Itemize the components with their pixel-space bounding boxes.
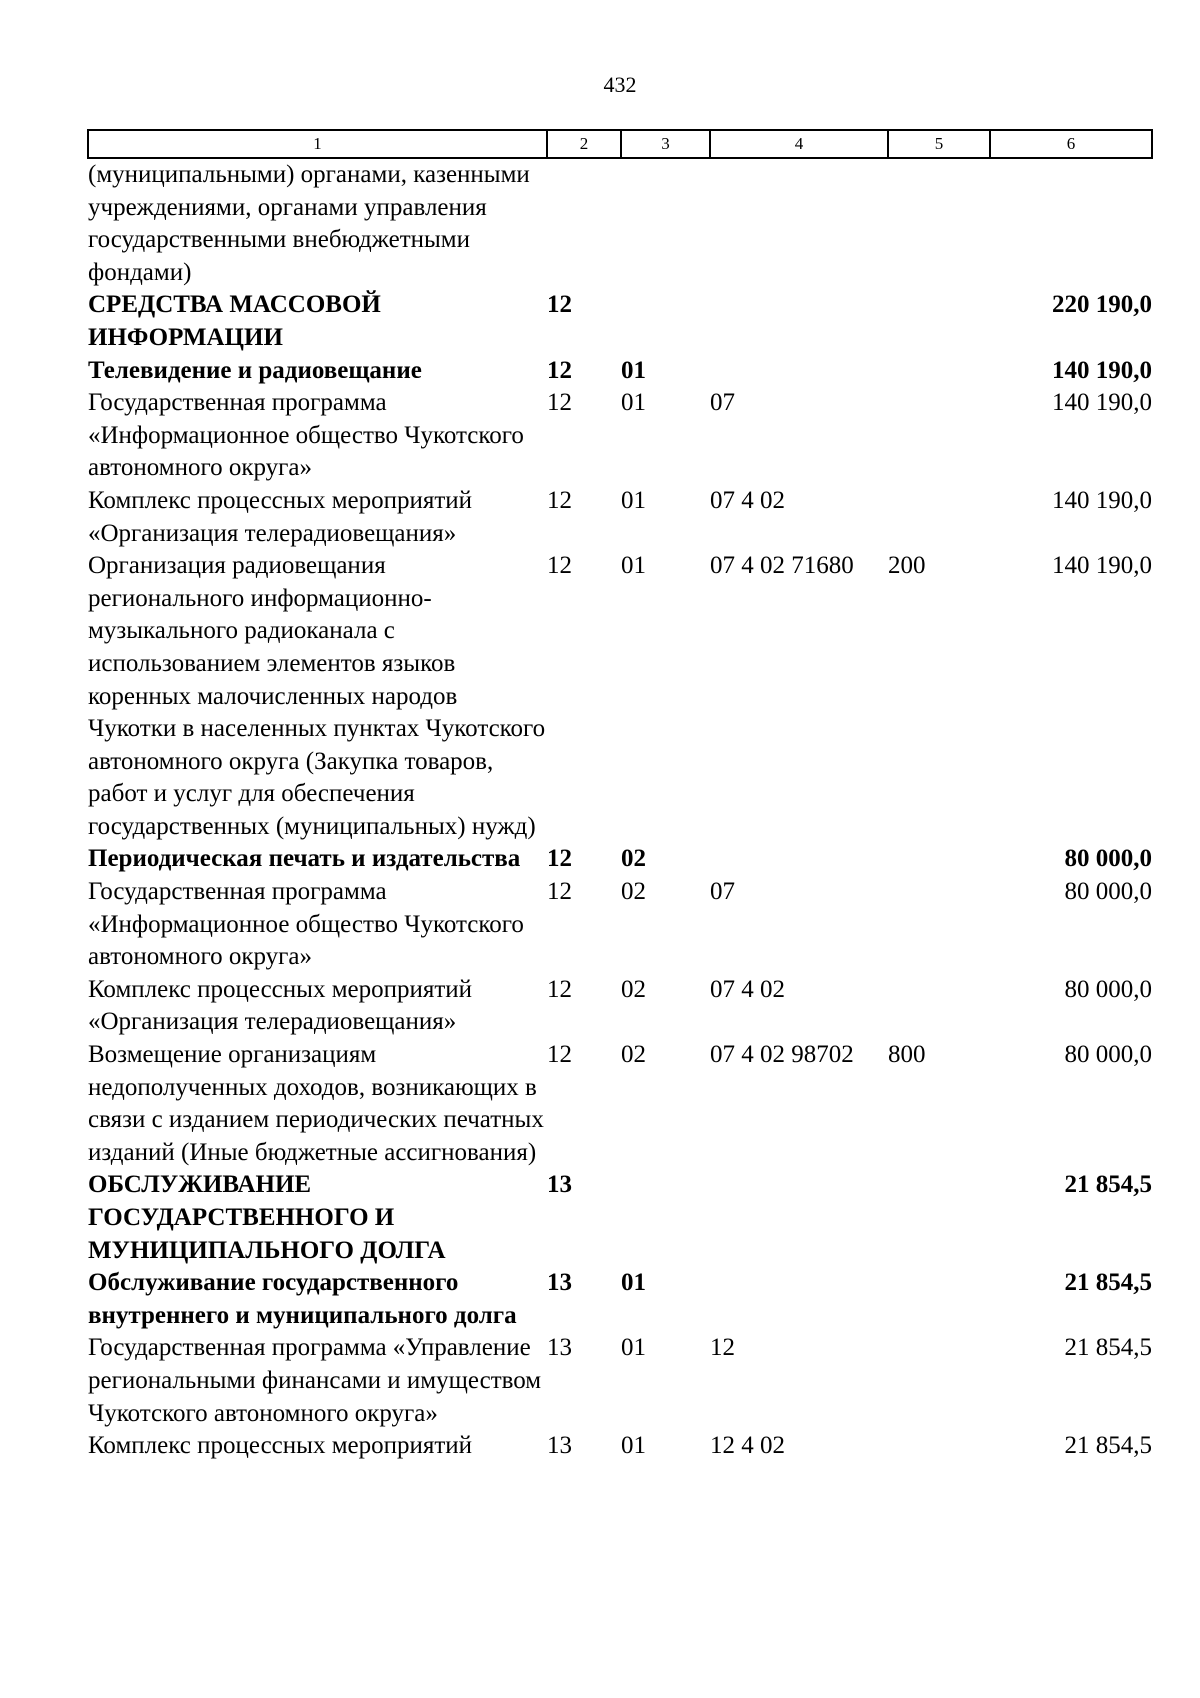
amount: 220 190,0 (1052, 291, 1152, 319)
budget-table (87, 129, 1153, 1463)
expense-type-code (888, 1267, 990, 1332)
table-row (88, 289, 1152, 354)
table-row (88, 1267, 1152, 1332)
target-article-code (710, 1169, 888, 1267)
subsection-code: 01 (621, 486, 646, 514)
expense-type-code (888, 289, 990, 354)
section-code: 12 (547, 356, 572, 384)
item-name: Комплекс процессных мероприятий (88, 1432, 473, 1460)
amount: 140 190,0 (1052, 486, 1152, 514)
item-name: Периодическая печать и издательства (88, 845, 521, 873)
expense-type-code (888, 1332, 990, 1430)
item-name: Организация радиовещания регионального информационно-музыкального радиоканала с использованием элементов языков коренных малочисленных народов Чукотки в населенных пунктах Чукотского автономного округа (Закупка товаров, работ и услуг для обеспечения государственных (муниципальных) нужд) (88, 552, 546, 840)
column-number-row (88, 130, 1152, 158)
expense-type-code (888, 158, 990, 289)
table-row (88, 1332, 1152, 1430)
expense-type-code (888, 387, 990, 485)
table-row (88, 387, 1152, 485)
table-row (88, 485, 1152, 550)
item-name: Государственная программа «Информационное общество Чукотского автономного округа» (88, 878, 524, 971)
subsection-code (621, 289, 710, 354)
section-code: 13 (547, 1171, 572, 1199)
table-row (88, 1169, 1152, 1267)
target-article-code: 07 (710, 878, 735, 906)
amount: 21 854,5 (1064, 1432, 1152, 1460)
table-row (88, 550, 1152, 843)
item-name: Обслуживание государственного внутреннего и муниципального долга (88, 1269, 517, 1329)
subsection-code: 02 (621, 878, 646, 906)
expense-type-code (888, 485, 990, 550)
subsection-code: 02 (621, 975, 646, 1003)
target-article-code: 12 (710, 1334, 735, 1362)
target-article-code: 07 4 02 (710, 486, 785, 514)
section-code (547, 158, 621, 289)
subsection-code: 02 (621, 1041, 646, 1069)
subsection-code: 01 (621, 1269, 646, 1297)
item-name: (муниципальными) органами, казенными учреждениями, органами управления государственными внебюджетными фондами) (88, 161, 530, 286)
table-row (88, 158, 1152, 289)
section-code: 13 (547, 1334, 572, 1362)
item-name: Комплекс процессных мероприятий «Организация телерадиовещания» (88, 486, 473, 547)
section-code: 12 (547, 975, 572, 1003)
subsection-code: 01 (621, 1334, 646, 1362)
table-row (88, 974, 1152, 1039)
column-number-6: 6 (990, 130, 1152, 158)
page-number: 432 (603, 72, 637, 97)
subsection-code (621, 158, 710, 289)
amount: 80 000,0 (1064, 975, 1152, 1003)
item-name: Возмещение организациям недополученных доходов, возникающих в связи с изданием периодических печатных изданий (Иные бюджетные ассигнования) (88, 1041, 544, 1166)
table-row (88, 1039, 1152, 1169)
table-row (88, 876, 1152, 974)
target-article-code: 12 4 02 (710, 1432, 785, 1460)
expense-type-code (888, 974, 990, 1039)
target-article-code (710, 843, 888, 876)
target-article-code: 07 4 02 (710, 975, 785, 1003)
expense-type-code: 800 (888, 1041, 926, 1069)
section-code: 12 (547, 389, 572, 417)
amount: 80 000,0 (1064, 878, 1152, 906)
item-name: Телевидение и радиовещание (88, 356, 422, 384)
item-name: ОБСЛУЖИВАНИЕ ГОСУДАРСТВЕННОГО И МУНИЦИПАЛЬНОГО ДОЛГА (88, 1171, 446, 1264)
subsection-code: 01 (621, 552, 646, 580)
section-code: 12 (547, 845, 572, 873)
target-article-code (710, 289, 888, 354)
target-article-code (710, 158, 888, 289)
subsection-code: 01 (621, 389, 646, 417)
amount: 21 854,5 (1064, 1171, 1152, 1199)
expense-type-code: 200 (888, 552, 926, 580)
expense-type-code (888, 876, 990, 974)
section-code: 12 (547, 552, 572, 580)
section-code: 13 (547, 1432, 572, 1460)
table-body (88, 158, 1152, 1463)
amount: 140 190,0 (1052, 389, 1152, 417)
target-article-code: 07 (710, 389, 735, 417)
section-code: 12 (547, 486, 572, 514)
target-article-code: 07 4 02 98702 (710, 1041, 854, 1069)
amount: 140 190,0 (1052, 552, 1152, 580)
expense-type-code (888, 355, 990, 388)
subsection-code: 02 (621, 845, 646, 873)
target-article-code: 07 4 02 71680 (710, 552, 854, 580)
expense-type-code (888, 1430, 990, 1463)
item-name: Комплекс процессных мероприятий «Организация телерадиовещания» (88, 975, 473, 1036)
expense-type-code (888, 843, 990, 876)
amount (990, 158, 1152, 289)
column-number-5: 5 (888, 130, 990, 158)
column-number-1: 1 (88, 130, 547, 158)
table-row (88, 355, 1152, 388)
amount: 80 000,0 (1064, 845, 1152, 873)
section-code: 12 (547, 291, 572, 319)
subsection-code: 01 (621, 356, 646, 384)
section-code: 12 (547, 1041, 572, 1069)
expense-type-code (888, 1169, 990, 1267)
item-name: Государственная программа «Информационное общество Чукотского автономного округа» (88, 389, 524, 482)
amount: 21 854,5 (1064, 1334, 1152, 1362)
table-row (88, 1430, 1152, 1463)
table-row (88, 843, 1152, 876)
section-code: 12 (547, 878, 572, 906)
target-article-code (710, 1267, 888, 1332)
amount: 21 854,5 (1064, 1269, 1152, 1297)
column-number-3: 3 (621, 130, 710, 158)
target-article-code (710, 355, 888, 388)
section-code: 13 (547, 1269, 572, 1297)
amount: 80 000,0 (1064, 1041, 1152, 1069)
column-number-2: 2 (547, 130, 621, 158)
amount: 140 190,0 (1052, 356, 1152, 384)
item-name: СРЕДСТВА МАССОВОЙ ИНФОРМАЦИИ (88, 291, 381, 351)
item-name: Государственная программа «Управление региональными финансами и имуществом Чукотского автономного округа» (88, 1334, 542, 1427)
subsection-code: 01 (621, 1432, 646, 1460)
column-number-4: 4 (710, 130, 888, 158)
subsection-code (621, 1169, 710, 1267)
